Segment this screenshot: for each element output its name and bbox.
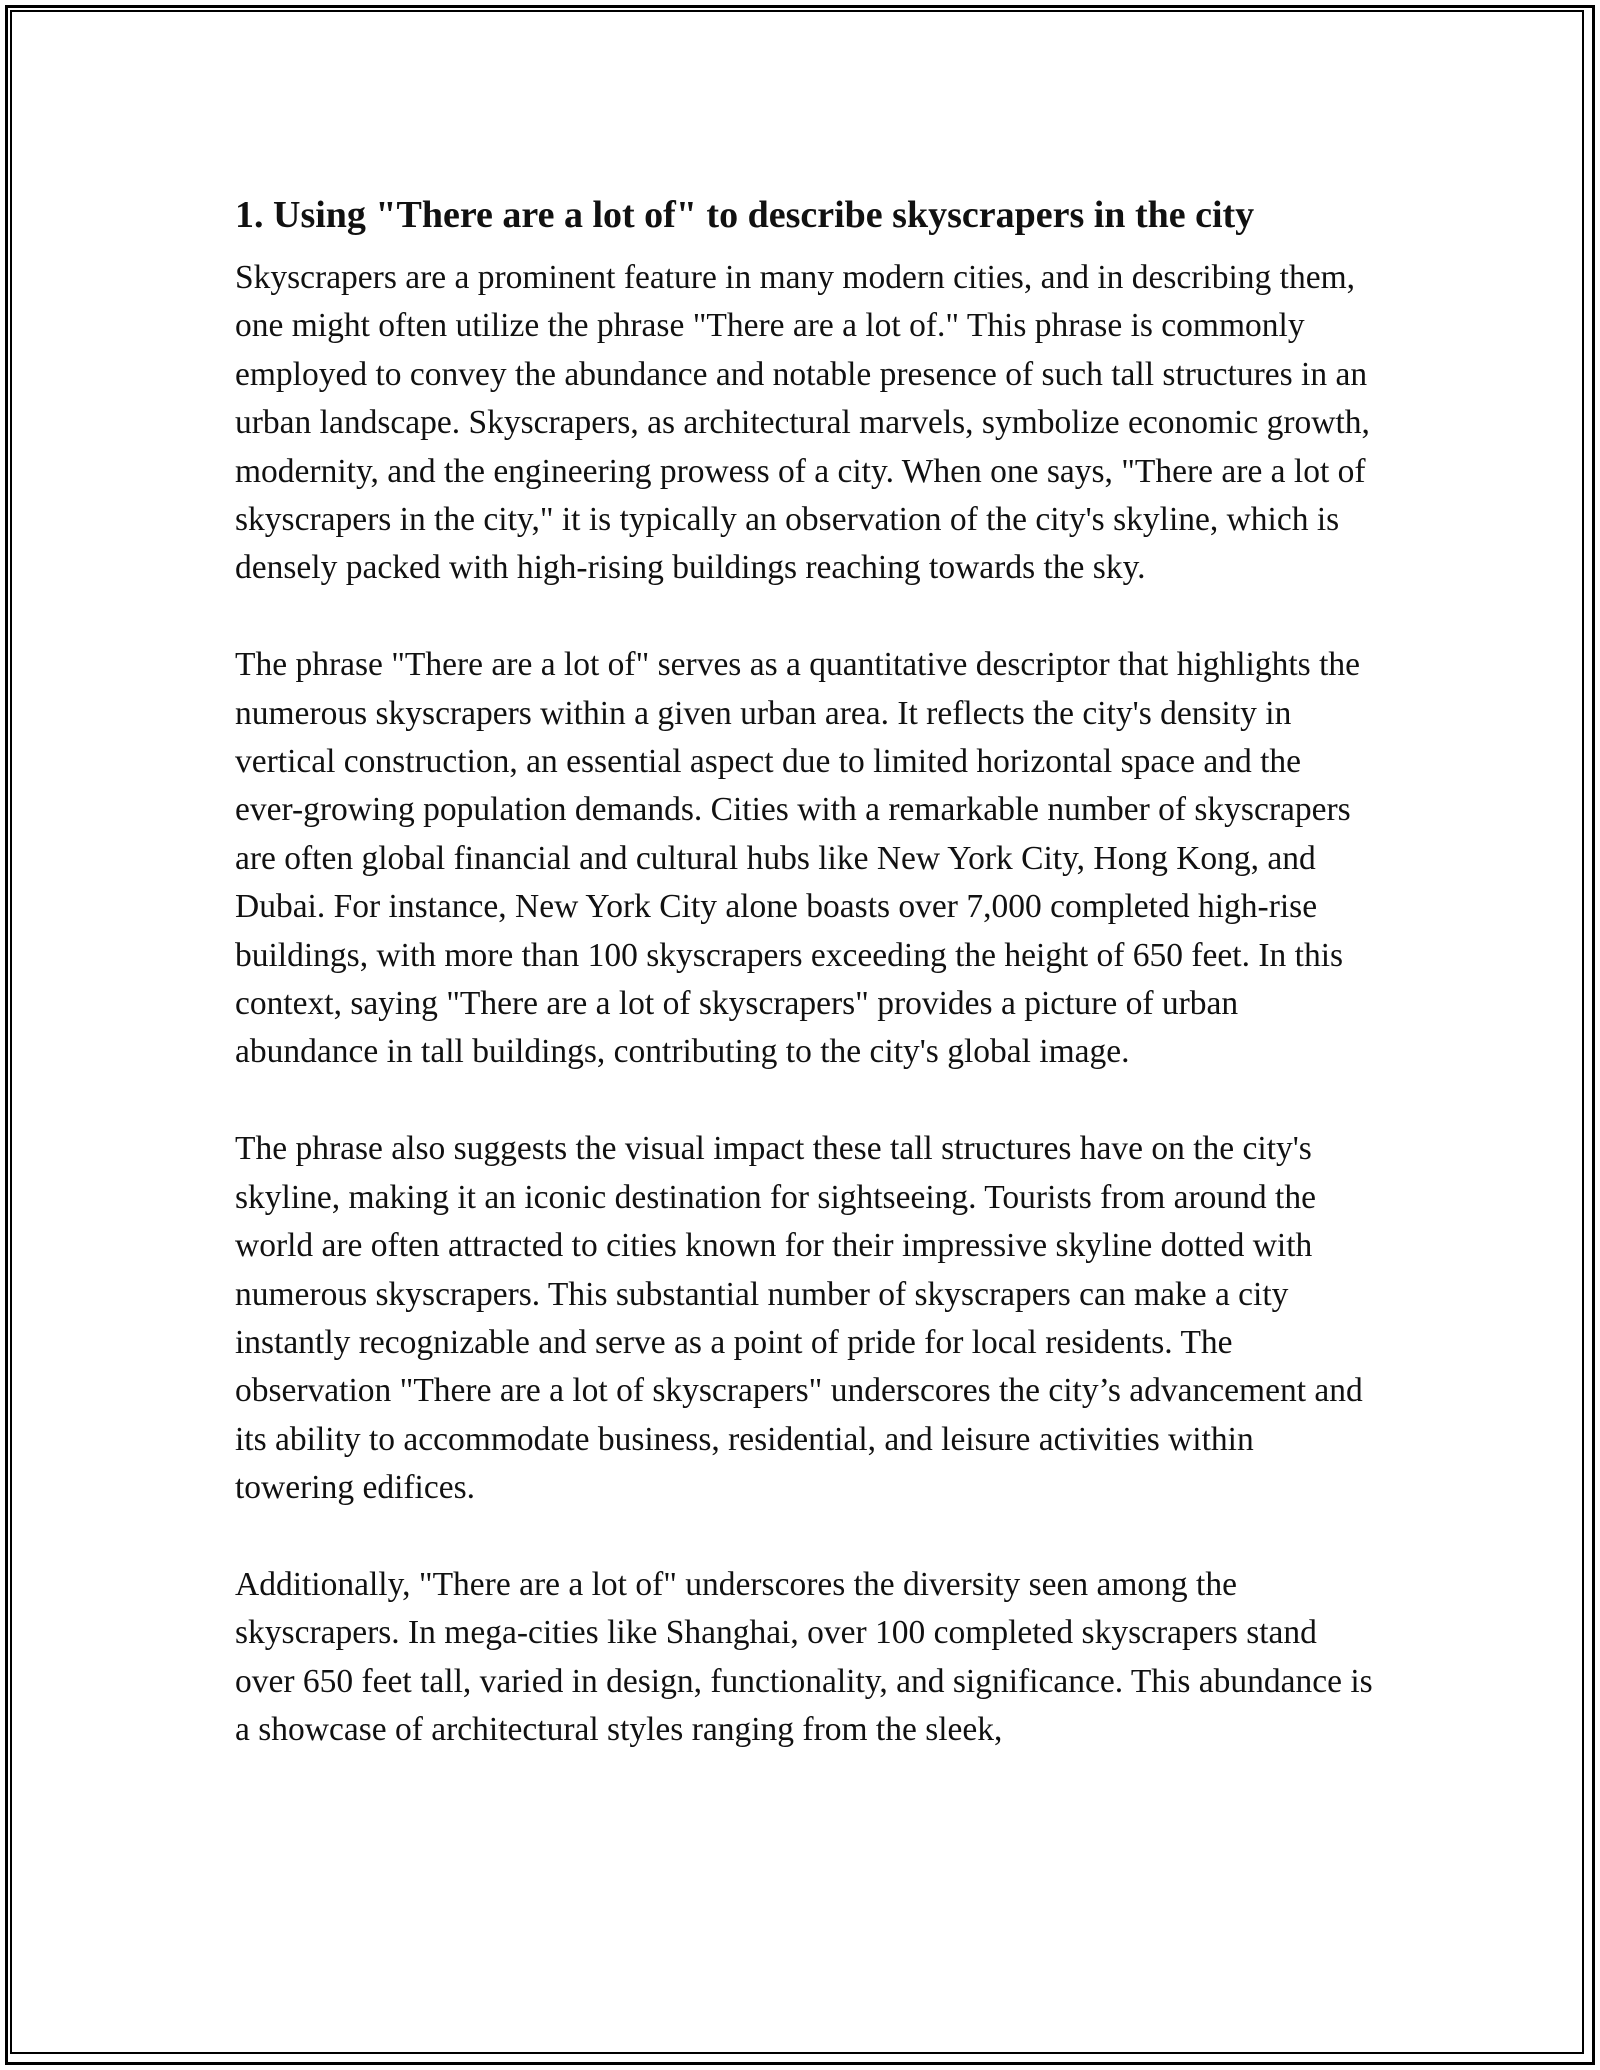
- section-heading: 1. Using "There are a lot of" to describe skyscrapers in the city: [235, 194, 1255, 236]
- document-body: [235, 183, 1375, 1755]
- paragraph-1: Skyscrapers are a prominent feature in many modern cities, and in describing them, one might often utilize the phrase "There are a lot of." This phrase is commonly employed to convey the abundance and notable presence of such tall structures in an urban landscape. Skyscrapers, as architectural marvels, symbolize economic growth, modernity, and the engineering prowess of a city. When one says, "There are a lot of skyscrapers in the city," it is typically an observation of the city's skyline, which is densely packed with high-rising buildings reaching towards the sky.: [235, 259, 1370, 587]
- paragraph-4: Additionally, "There are a lot of" underscores the diversity seen among the skyscrapers. In mega-cities like Shanghai, over 100 completed skyscrapers stand over 650 feet tall, varied in design, functionality, and significance. This abundance is a showcase of architectural styles ranging from the sleek,: [235, 1565, 1373, 1749]
- paragraph-2: The phrase "There are a lot of" serves as a quantitative descriptor that highlights the numerous skyscrapers within a given urban area. It reflects the city's density in vertical construction, an essential aspect due to limited horizontal space and the ever-growing population demands. Cities with a remarkable number of skyscrapers are often global financial and cultural hubs like New York City, Hong Kong, and Dubai. For instance, New York City alone boasts over 7,000 completed high-rise buildings, with more than 100 skyscrapers exceeding the height of 650 feet. In this context, saying "There are a lot of skyscrapers" provides a picture of urban abundance in tall buildings, contributing to the city's global image.: [235, 646, 1361, 1071]
- paragraph-3: The phrase also suggests the visual impact these tall structures have on the city's skyline, making it an iconic destination for sightseeing. Tourists from around the world are often attracted to cities known for their impressive skyline dotted with numerous skyscrapers. This substantial number of skyscrapers can make a city instantly recognizable and serve as a point of pride for local residents. The observation "There are a lot of skyscrapers" underscores the city’s advancement and its ability to accommodate business, residential, and leisure activities within towering edifices.: [235, 1130, 1363, 1507]
